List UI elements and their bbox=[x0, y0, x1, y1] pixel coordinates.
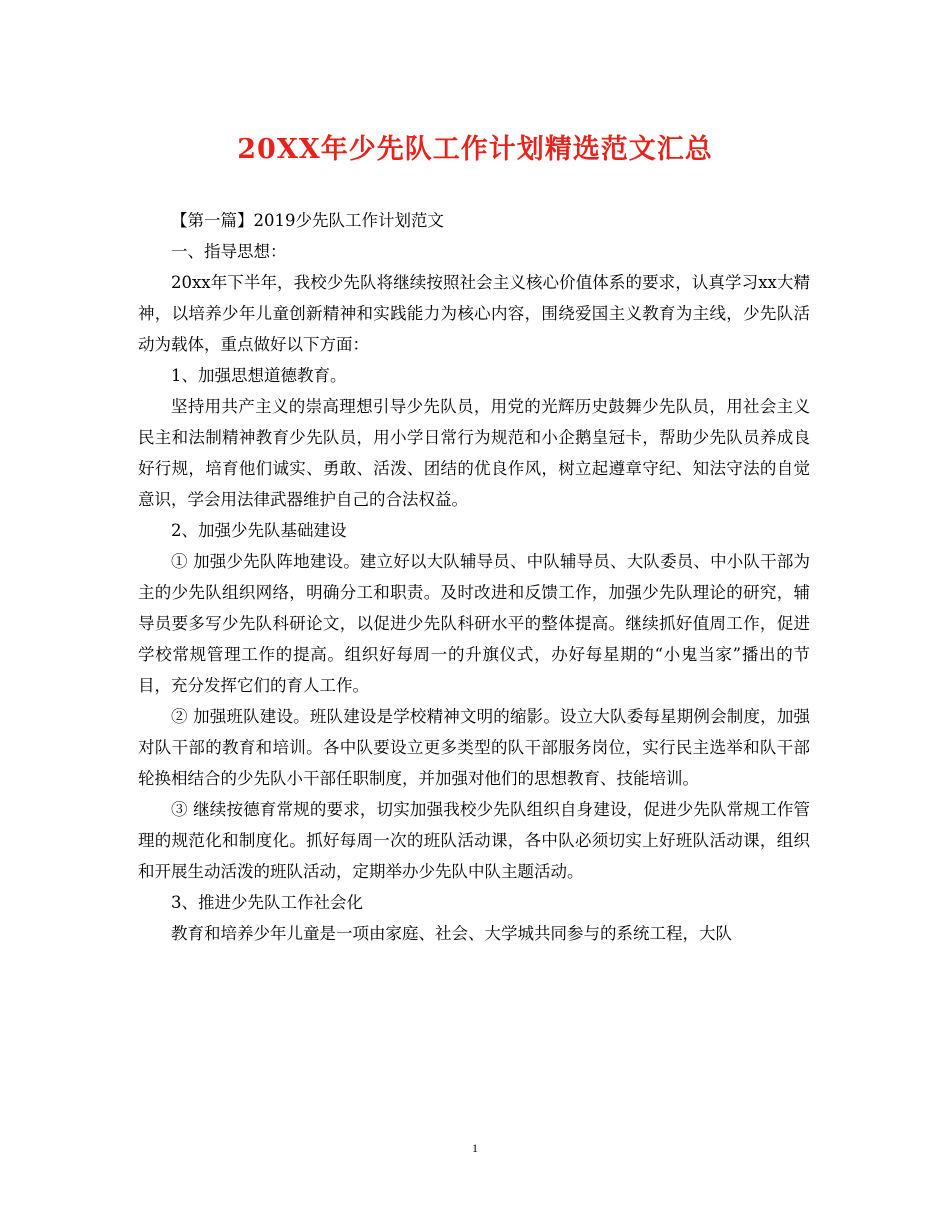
paragraph-moral-education: 坚持用共产主义的崇高理想引导少先队员，用党的光辉历史鼓舞少先队员，用社会主义民主和法制精神教育少先队员，用小学日常行为规范和小企鹅皇冠卡，帮助少先队员养成良好行规，培育他们诚实、勇敢、活泼、团结的优良作风，树立起遵章守纪、知法守法的自觉意识，学会用法律武器维护自己的合法权益。 bbox=[138, 397, 810, 509]
document-title: 20XX年少先队工作计划精选范文汇总 bbox=[237, 134, 713, 165]
heading-socialization: 3、推进少先队工作社会化 bbox=[171, 893, 363, 912]
heading-guiding-ideology: 一、指导思想： bbox=[171, 242, 287, 261]
heading-moral-education: 1、加强思想道德教育。 bbox=[171, 366, 347, 385]
paragraph-class-construction: ② 加强班队建设。班队建设是学校精神文明的缩影。设立大队委每星期例会制度，加强对队干部的教育和培训。各中队要设立更多类型的队干部服务岗位，实行民主选举和队干部轮换相结合的少先队小干部任职制度，并加强对他们的思想教育、技能培训。 bbox=[138, 707, 810, 788]
section-heading-first-article: 【第一篇】2019少先队工作计划范文 bbox=[171, 211, 444, 230]
paragraph-intro: 20xx年下半年，我校少先队将继续按照社会主义核心价值体系的要求，认真学习xx大精神，以培养少年儿童创新精神和实践能力为核心内容，围绕爱国主义教育为主线，少先队活动为载体，重点做好以下方面： bbox=[138, 273, 810, 354]
document-body bbox=[138, 205, 810, 949]
heading-basic-construction: 2、加强少先队基础建设 bbox=[171, 521, 347, 540]
page-number: 1 bbox=[472, 1141, 478, 1155]
paragraph-position-construction: ① 加强少先队阵地建设。建立好以大队辅导员、中队辅导员、大队委员、中小队干部为主的少先队组织网络，明确分工和职责。及时改进和反馈工作，加强少先队理论的研究，辅导员要多写少先队科研论文，以促进少先队科研水平的整体提高。继续抓好值周工作，促进学校常规管理工作的提高。组织好每周一的升旗仪式，办好每星期的“小鬼当家”播出的节目，充分发挥它们的育人工作。 bbox=[138, 552, 810, 695]
paragraph-socialization: 教育和培养少年儿童是一项由家庭、社会、大学城共同参与的系统工程，大队 bbox=[171, 924, 732, 943]
paragraph-routine-management: ③ 继续按德育常规的要求，切实加强我校少先队组织自身建设，促进少先队常规工作管理的规范化和制度化。抓好每周一次的班队活动课，各中队必须切实上好班队活动课，组织和开展生动活泼的班队活动，定期举办少先队中队主题活动。 bbox=[138, 800, 810, 881]
